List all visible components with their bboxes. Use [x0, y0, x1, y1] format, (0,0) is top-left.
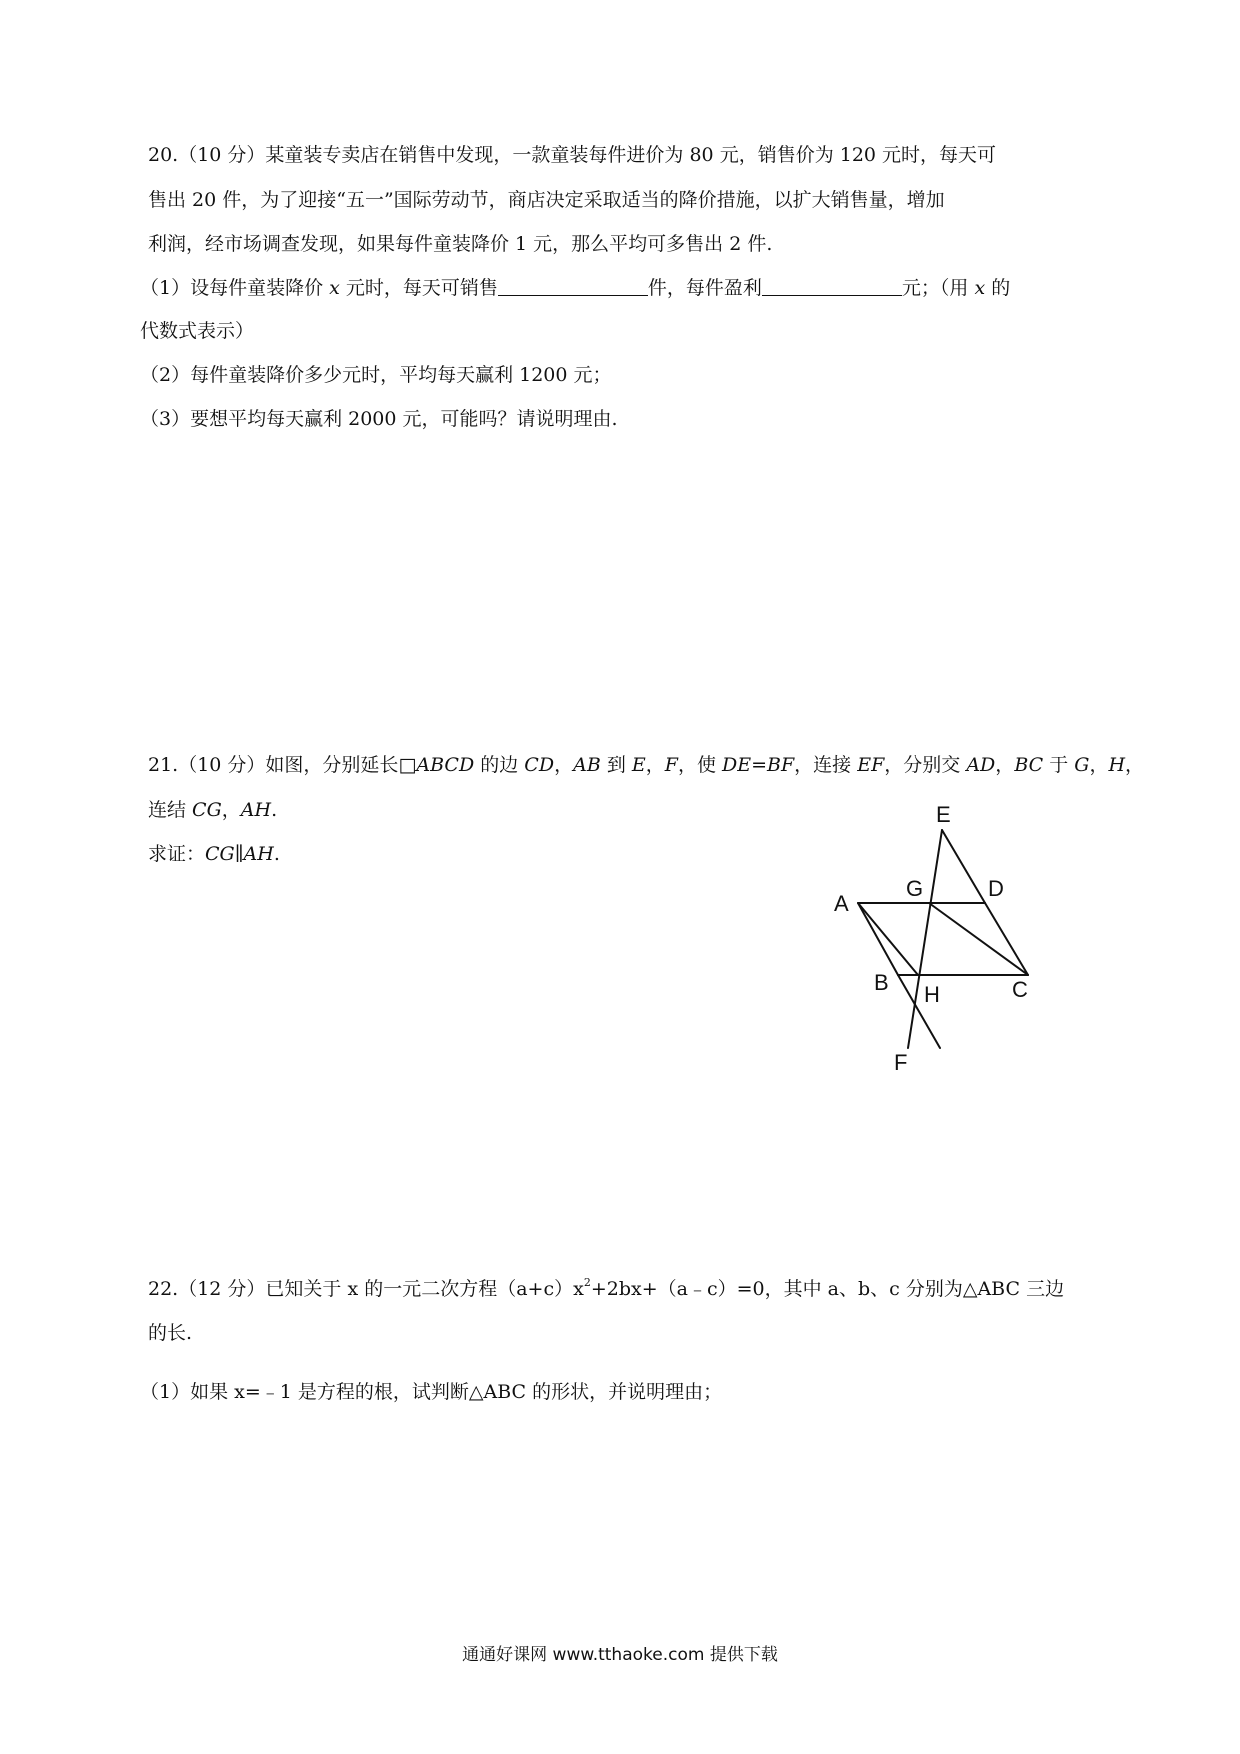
q20-part-1-var: x [329, 277, 340, 299]
q22-line-2: 的长. [148, 1322, 193, 1344]
q21-text: CG [192, 799, 222, 821]
q20-part-3: （3）要想平均每天赢利 2000 元，可能吗？请说明理由. [140, 408, 618, 430]
q20-line-2: 售出 20 件，为了迎接“五一”国际劳动节，商店决定采取适当的降价措施，以扩大销售量，增加 [148, 189, 945, 211]
q21-text: 到 [600, 754, 632, 776]
label-b: B [874, 970, 889, 995]
parallelogram-symbol: □ [398, 754, 417, 776]
q20-part-2: （2）每件童装降价多少元时，平均每天赢利 1200 元； [140, 364, 612, 386]
q21-text: AB [573, 754, 601, 776]
q21-text: . [273, 843, 280, 865]
q21-text: AD [966, 754, 996, 776]
q20-part-1-text-a: （1）设每件童装降价 [140, 277, 330, 299]
label-h: H [924, 982, 940, 1007]
q21-line-1 [148, 752, 1144, 778]
q21-text: CD [524, 754, 555, 776]
q21-text: ，分别交 [884, 754, 967, 776]
q21-text: G [1074, 754, 1090, 776]
label-a: A [834, 891, 849, 916]
q22-text: 22.（12 分）已知关于 x 的一元二次方程（a+c）x [148, 1278, 584, 1300]
q21-text: 连结 [148, 799, 193, 821]
answer-blank-sales[interactable] [498, 275, 648, 296]
q20-part-1-line-2: 代数式表示） [140, 320, 255, 342]
page-footer: 通通好课网 www.tthaoke.com 提供下载 [462, 1645, 778, 1665]
q21-text: ， [1125, 754, 1145, 776]
q22-exponent: 2 [583, 1276, 591, 1289]
q21-line-3 [148, 841, 280, 867]
q20-part-1-text-e: 的 [985, 277, 1011, 299]
q21-text: ，使 [677, 754, 722, 776]
q21-text: BC [1014, 754, 1044, 776]
q20-part-1-text-d: 元；（用 [901, 277, 975, 299]
q21-text: H [1108, 754, 1126, 776]
q20-line-1: 20.（10 分）某童装专卖店在销售中发现，一款童装每件进价为 80 元，销售价为 120 元时，每天可 [148, 144, 997, 166]
label-f: F [894, 1050, 908, 1075]
q21-text: ，连接 [794, 754, 858, 776]
q21-text: EF [857, 754, 885, 776]
q21-text: E [631, 754, 646, 776]
q22-part-1: （1）如果 x=﹣1 是方程的根，试判断△ABC 的形状，并说明理由； [140, 1381, 723, 1403]
q21-text: ， [221, 799, 241, 821]
q21-text: CG∥AH [205, 843, 274, 865]
label-c: C [1012, 977, 1028, 1002]
q21-text: ， [645, 754, 665, 776]
q21-text: F [664, 754, 678, 776]
q20-part-1-var-2: x [974, 277, 986, 299]
q21-text: ， [995, 754, 1015, 776]
q22-text: +2bx+（a﹣c）=0，其中 a、b、c 分别为△ABC 三边 [590, 1278, 1065, 1300]
q21-text: 求证： [148, 843, 206, 865]
q21-text: ABCD [416, 754, 475, 776]
q21-text: DE=BF [722, 754, 795, 776]
answer-blank-profit[interactable] [762, 275, 902, 296]
q21-line-2 [148, 797, 277, 823]
q21-text: 于 [1043, 754, 1075, 776]
label-e: E [936, 802, 951, 827]
q21-text: 的边 [474, 754, 525, 776]
geometry-figure-final [800, 790, 1120, 1200]
q20-part-1-text-c: 件，每件盈利 [647, 277, 762, 299]
q21-text: 21.（10 分）如图，分别延长 [148, 754, 399, 776]
q22-line-1 [148, 1276, 1064, 1302]
q21-text: . [271, 799, 278, 821]
q21-text: ， [554, 754, 574, 776]
q20-line-3: 利润，经市场调查发现，如果每件童装降价 1 元，那么平均可多售出 2 件. [148, 233, 773, 255]
q20-part-1 [140, 275, 1010, 301]
label-d: D [988, 876, 1004, 901]
label-g: G [906, 876, 924, 901]
q21-text: ， [1089, 754, 1109, 776]
q21-text: AH [240, 799, 272, 821]
q20-part-1-text-b: 元时，每天可销售 [339, 277, 498, 299]
